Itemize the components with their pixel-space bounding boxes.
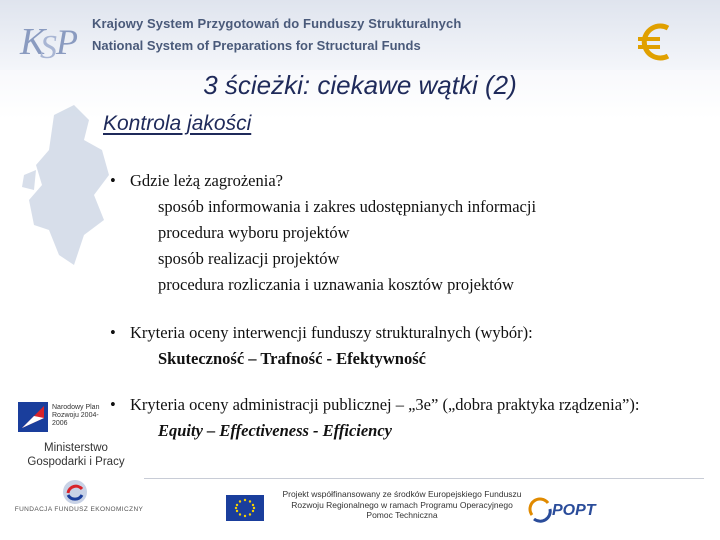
eu-flag-icon — [226, 495, 264, 521]
bullet-marker: • — [110, 395, 116, 414]
foundation-logo — [62, 479, 88, 505]
bullet-item — [110, 168, 690, 298]
bullet-emphasis: Equity – Effectiveness - Efficiency — [158, 421, 393, 440]
cofinance-text: Projekt współfinansowany ze środków Europejskiego Funduszu Rozwoju Regionalnego w ramach Programu Operacyjnego Pomoc Techniczna — [282, 489, 522, 520]
org-name-english: National System of Preparations for Structural Funds — [92, 38, 421, 53]
npr-label: Narodowy Plan Rozwoju 2004-2006 — [52, 404, 100, 427]
svg-text:S: S — [40, 29, 57, 66]
sub-item: sposób realizacji projektów — [158, 249, 340, 268]
bullet-text: Gdzie leżą zagrożenia? — [130, 171, 283, 190]
svg-text:P: P — [56, 22, 78, 62]
sub-item: procedura rozliczania i uznawania kosztów projektów — [158, 275, 514, 294]
bullet-emphasis: Skuteczność – Trafność - Efektywność — [158, 349, 426, 368]
bullet-item — [110, 320, 690, 372]
slide-content — [110, 168, 690, 444]
org-name-polish: Krajowy System Przygotowań do Funduszy Strukturalnych — [92, 16, 462, 31]
footer-separator — [144, 478, 704, 479]
bullet-text: Kryteria oceny interwencji funduszy strukturalnych (wybór): — [130, 323, 533, 342]
sub-item: procedura wyboru projektów — [158, 223, 350, 242]
header-band — [0, 0, 720, 70]
ksp-logo — [18, 14, 80, 66]
ministry-label: Ministerstwo Gospodarki i Pracy — [27, 442, 125, 468]
bullet-item — [110, 392, 690, 444]
svg-text:K: K — [20, 21, 46, 63]
foundation-label: FUNDACJA FUNDUSZ EKONOMICZNY — [14, 506, 144, 513]
sub-item: sposób informowania i zakres udostępnianych informacji — [158, 197, 537, 216]
bullet-marker: • — [110, 171, 116, 190]
euro-icon — [636, 20, 676, 64]
popt-logo-text: POPT — [552, 502, 596, 519]
bullet-marker: • — [110, 323, 116, 342]
slide-title: 3 ścieżki: ciekawe wątki (2) — [203, 70, 517, 100]
bullet-text: Kryteria oceny administracji publicznej – „3e” („dobra praktyka rządzenia”): — [130, 395, 640, 414]
slide-subtitle: Kontrola jakości — [103, 112, 252, 135]
